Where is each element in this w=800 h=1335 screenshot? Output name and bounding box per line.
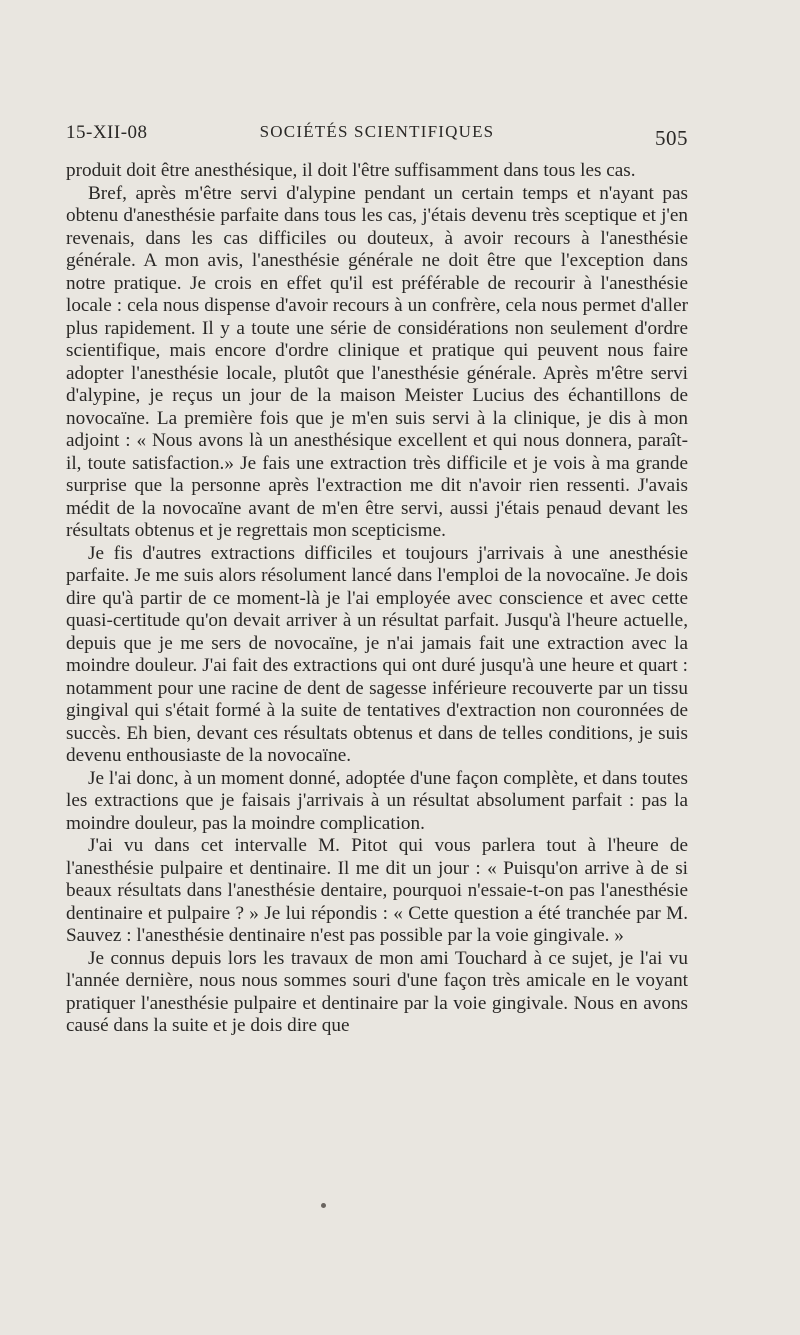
running-header — [66, 122, 688, 150]
paragraph: J'ai vu dans cet intervalle M. Pitot qui vous parlera tout à l'heure de l'anesthésie pulpaire et dentinaire. Il me dit un jour : « Puisqu'on arrive à de si beaux résultats dans l'anesthésie dentaire, pourquoi n'essaie-t-on pas l'anesthésie dentinaire et pulpaire ? » Je lui répondis : « Cette question a été tranchée par M. Sauvez : l'anesthésie dentinaire n'est pas possible par la voie gingivale. » — [66, 835, 688, 946]
page-number: 505 — [655, 126, 688, 150]
body-text — [66, 160, 688, 1038]
paragraph: Je l'ai donc, à un moment donné, adoptée d'une façon complète, et dans toutes les extractions que je faisais j'arrivais à un résultat absolument parfait : pas la moindre douleur, pas la moindre complication. — [66, 767, 688, 834]
paragraph: Bref, après m'être servi d'alypine pendant un certain temps et n'ayant pas obtenu d'anesthésie parfaite dans tous les cas, j'étais devenu très sceptique et j'en revenais, dans les cas difficiles ou douteux, à avoir recours à l'anesthésie générale. A mon avis, l'anesthésie générale ne doit être que l'exception dans notre pratique. Je crois en effet qu'il est préférable de recourir à l'anesthésie locale : cela nous dispense d'avoir recours à un confrère, cela nous permet d'aller plus rapidement. Il y a toute une série de considérations non seulement d'ordre scientifique, mais encore d'ordre clinique et pratique qui peuvent nous faire adopter l'anesthésie locale, plutôt que l'anesthésie générale. Après m'être servi d'alypine, je reçus un jour de la maison Meister Lucius des échantillons de novocaïne. La première fois que je m'en suis servi à la clinique, je dis à mon adjoint : « Nous avons là un anesthésique excellent et qui nous donnera, paraît-il, toute satisfaction.» Je fais une extraction très difficile et je vois à ma grande surprise que la personne après l'extraction me dit n'avoir rien ressenti. J'avais médit de la novocaïne avant de m'en être servi, aussi j'étais penaud devant les résultats obtenus et je regrettais mon scepticisme. — [66, 182, 688, 541]
header-date: 15-XII-08 — [66, 122, 148, 143]
paragraph: Je fis d'autres extractions difficiles et toujours j'arrivais à une anesthésie parfaite. Je me suis alors résolument lancé dans l'emploi de la novocaïne. Je dois dire qu'à partir de ce moment-là je l'ai employée avec conscience et avec cette quasi-certitude qu'on devait arriver à un résultat parfait. Jusqu'à l'heure actuelle, depuis que je me sers de novocaïne, je n'ai jamais fait une extraction avec la moindre douleur. J'ai fait des extractions qui ont duré jusqu'à une heure et quart : notamment pour une racine de dent de sagesse inférieure recouverte par un tissu gingival qui s'était formé à la suite de tentatives d'extraction non couronnées de succès. Eh bien, devant ces résultats obtenus et dans de telles conditions, je suis devenu enthousiaste de la novocaïne. — [66, 542, 688, 766]
ink-speck — [321, 1203, 326, 1208]
paragraph-continued: produit doit être anesthésique, il doit l'être suffisamment dans tous les cas. — [66, 160, 636, 181]
paragraph: Je connus depuis lors les travaux de mon ami Touchard à ce sujet, je l'ai vu l'année dernière, nous nous sommes souri d'une façon très amicale en le voyant pratiquer l'anesthésie pulpaire et dentinaire par la voie gingivale. Nous en avons causé dans la suite et je dois dire que — [66, 947, 688, 1036]
header-section-title: SOCIÉTÉS SCIENTIFIQUES — [259, 122, 495, 141]
